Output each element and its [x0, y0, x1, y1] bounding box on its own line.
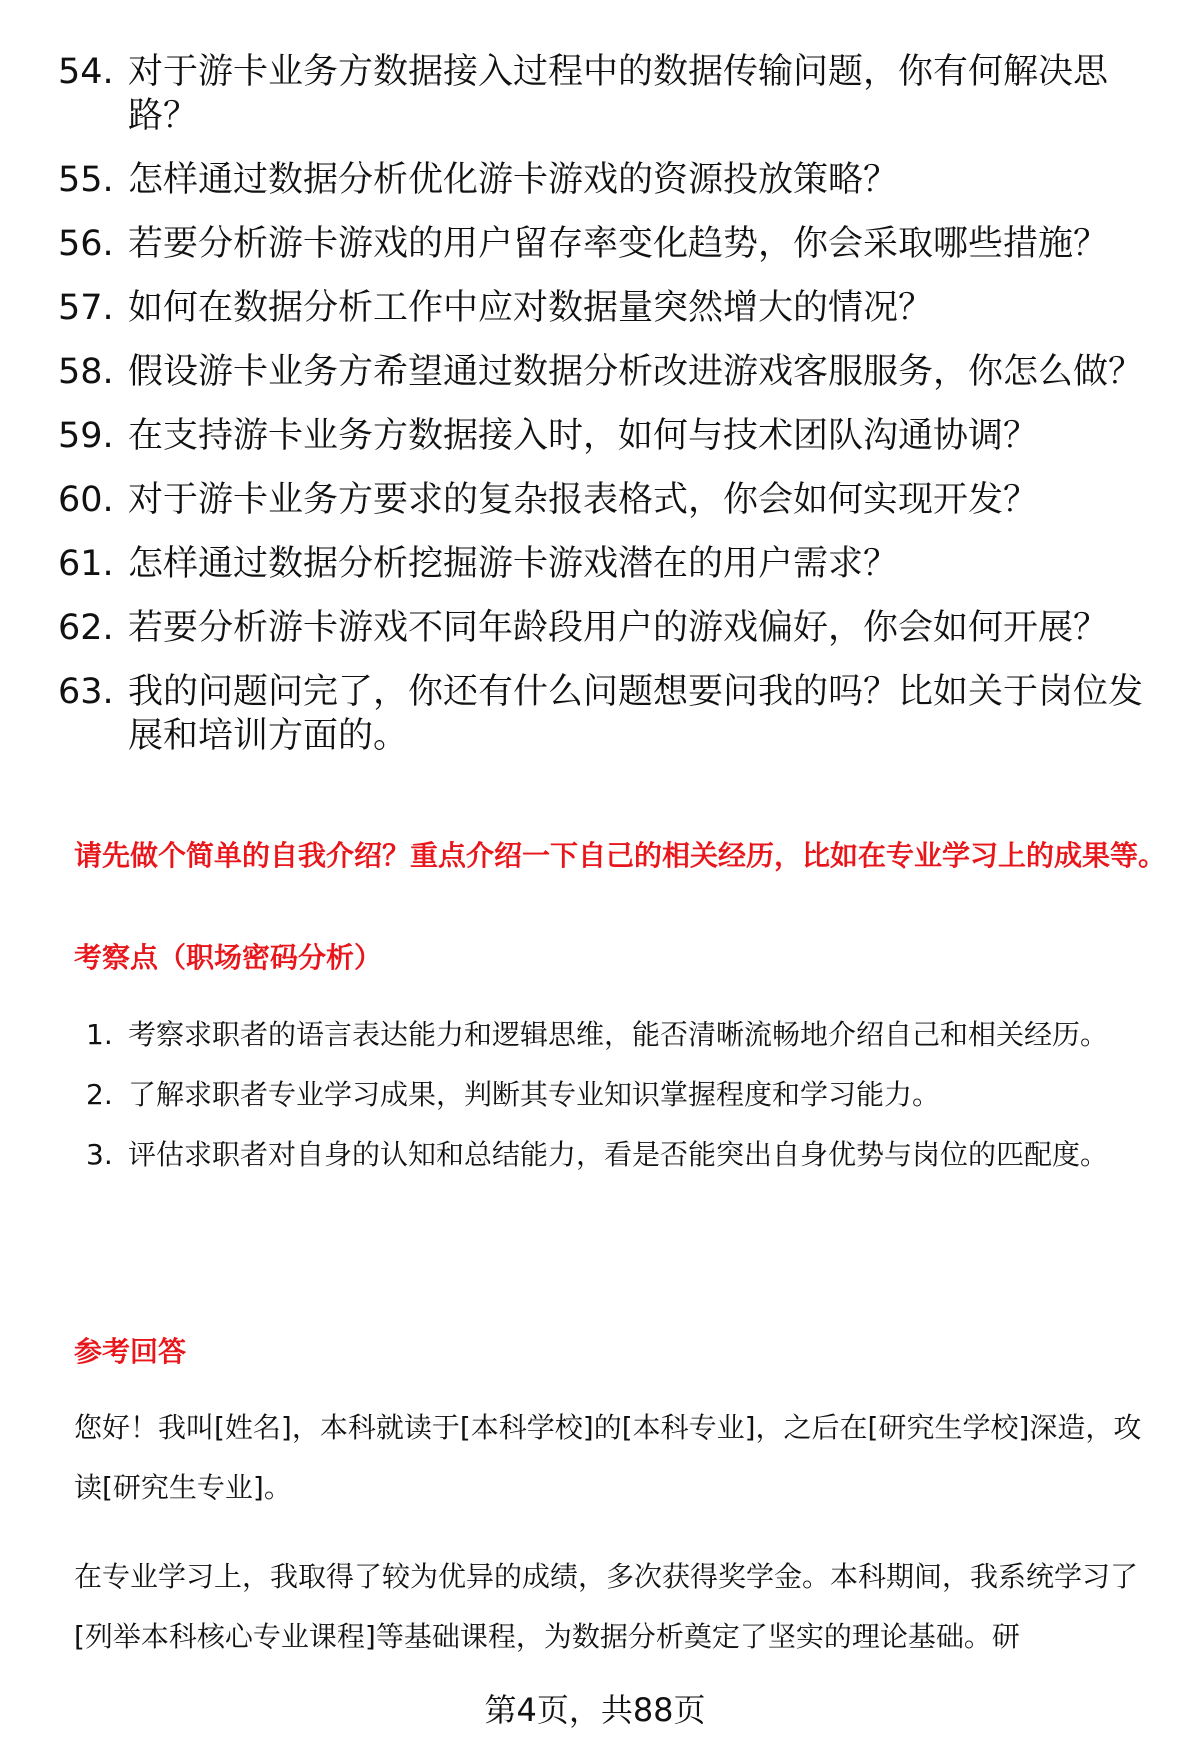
question-item [58, 222, 1168, 266]
question-item [58, 542, 1168, 586]
question-item [58, 606, 1168, 650]
question-number: 60. [58, 480, 114, 520]
question-text: 若要分析游卡游戏不同年龄段用户的游戏偏好，你会如何开展？ [128, 608, 1109, 648]
answer-label: 参考回答 [74, 1335, 187, 1368]
point-number: 2. [86, 1078, 113, 1111]
point-item [86, 1005, 1161, 1065]
question-text: 如何在数据分析工作中应对数据量突然增大的情况？ [128, 288, 934, 328]
point-text: 考察求职者的语言表达能力和逻辑思维，能否清晰流畅地介绍自己和相关经历。 [128, 1018, 1109, 1051]
point-number: 3. [86, 1138, 113, 1171]
question-text: 怎样通过数据分析挖掘游卡游戏潜在的用户需求？ [128, 544, 899, 584]
question-item [58, 286, 1168, 330]
question-number: 61. [58, 544, 114, 584]
page-footer: 第4页，共88页 [484, 1691, 706, 1729]
point-text: 评估求职者对自身的认知和总结能力，看是否能突出自身优势与岗位的匹配度。 [128, 1138, 1109, 1171]
point-item [86, 1125, 1161, 1185]
question-item [58, 158, 1168, 202]
points-label: 考察点（职场密码分析） [74, 941, 383, 974]
question-number: 62. [58, 608, 114, 648]
question-text: 我的问题问完了，你还有什么问题想要问我的吗？比如关于岗位发展和培训方面的。 [128, 672, 1144, 756]
answer-paragraph: 您好！我叫[姓名]，本科就读于[本科学校]的[本科专业]，之后在[研究生学校]深造，攻读[研究生专业]。 [74, 1411, 1142, 1504]
question-item [58, 478, 1168, 522]
question-number: 58. [58, 352, 114, 392]
question-item [58, 350, 1168, 394]
question-number: 54. [58, 52, 114, 92]
points-list [86, 1005, 1161, 1185]
question-number: 56. [58, 224, 114, 264]
question-text: 对于游卡业务方数据接入过程中的数据传输问题，你有何解决思路？ [128, 52, 1109, 136]
point-text: 了解求职者专业学习成果，判断其专业知识掌握程度和学习能力。 [128, 1078, 941, 1111]
question-item [58, 414, 1168, 458]
question-number: 57. [58, 288, 114, 328]
question-heading: 请先做个简单的自我介绍？重点介绍一下自己的相关经历，比如在专业学习上的成果等。 [74, 839, 1167, 872]
question-item [58, 50, 1168, 138]
point-item [86, 1065, 1161, 1125]
question-list [58, 50, 1168, 778]
question-number: 59. [58, 416, 114, 456]
question-text: 在支持游卡业务方数据接入时，如何与技术团队沟通协调？ [128, 416, 1039, 456]
question-text: 假设游卡业务方希望通过数据分析改进游戏客服服务，你怎么做？ [128, 352, 1144, 392]
question-text: 怎样通过数据分析优化游卡游戏的资源投放策略？ [128, 160, 899, 200]
question-number: 55. [58, 160, 114, 200]
question-number: 63. [58, 672, 114, 712]
question-text: 若要分析游卡游戏的用户留存率变化趋势，你会采取哪些措施？ [128, 224, 1109, 264]
point-number: 1. [86, 1018, 113, 1051]
question-item [58, 670, 1168, 758]
question-text: 对于游卡业务方要求的复杂报表格式，你会如何实现开发？ [128, 480, 1039, 520]
answer-paragraph: 在专业学习上，我取得了较为优异的成绩，多次获得奖学金。本科期间，我系统学习了[列举本科核心专业课程]等基础课程，为数据分析奠定了坚实的理论基础。研 [74, 1560, 1139, 1653]
